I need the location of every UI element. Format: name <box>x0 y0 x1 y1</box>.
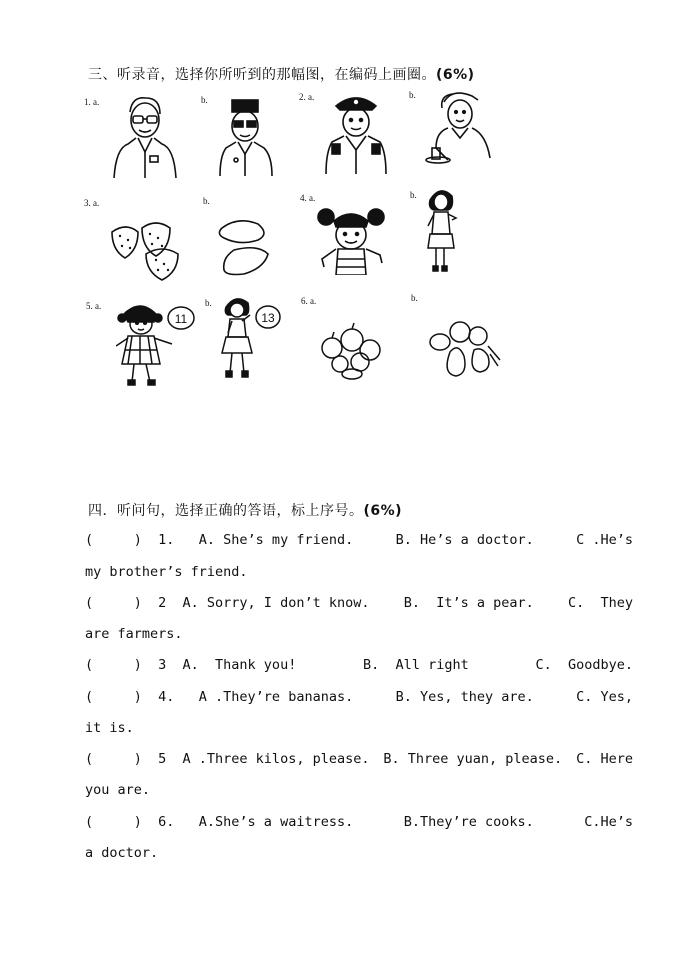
label-2b[interactable]: b. <box>409 90 416 100</box>
label-4a[interactable]: 4. a. <box>300 193 316 203</box>
bubble-eleven: 11 <box>174 312 188 326</box>
question-2-line-1 <box>85 595 633 611</box>
question-4-line-1 <box>85 689 633 705</box>
question-5-line-2: you are. <box>85 782 151 798</box>
question-5-line-1 <box>85 751 633 767</box>
doctor-man-picture <box>108 92 180 178</box>
label-4b[interactable]: b. <box>410 190 417 200</box>
q4-option-a[interactable]: ( ) 4. A .They’re bananas. <box>85 689 354 705</box>
pears-picture <box>214 214 272 280</box>
label-2a[interactable]: 2. a. <box>299 92 315 102</box>
question-4-line-2: it is. <box>85 720 134 736</box>
policewoman-picture <box>322 90 390 174</box>
q3-option-b[interactable]: B. All right <box>363 657 469 673</box>
girl-pigtails-picture <box>316 203 386 275</box>
girl-age-eleven-picture <box>116 298 196 388</box>
q1-option-a[interactable]: ( ) 1. A. She’s my friend. <box>85 532 354 548</box>
girl-age-thirteen-picture <box>220 293 282 383</box>
girl-standing-picture <box>424 186 462 274</box>
q2-option-c[interactable]: C. They <box>567 595 633 611</box>
q6-option-b[interactable]: B.They’re cooks. <box>403 814 534 830</box>
label-1a[interactable]: 1. a. <box>84 97 100 107</box>
question-1-line-2: my brother’s friend. <box>85 564 248 580</box>
q1-option-c[interactable]: C .He’s <box>576 532 633 548</box>
question-6-line-1 <box>85 814 633 830</box>
question-2-line-2: are farmers. <box>85 626 183 642</box>
label-5b[interactable]: b. <box>205 298 212 308</box>
label-6a[interactable]: 6. a. <box>301 296 317 306</box>
bubble-thirteen: 13 <box>261 311 275 325</box>
q5-option-b[interactable]: B. Three yuan, please. <box>383 751 563 767</box>
q1-option-b[interactable]: B. He’s a doctor. <box>395 532 534 548</box>
q5-option-c[interactable]: C. Here <box>576 751 633 767</box>
question-6-line-2: a doctor. <box>85 845 159 861</box>
q4-option-c[interactable]: C. Yes, <box>576 689 633 705</box>
label-3b[interactable]: b. <box>203 196 210 206</box>
label-1b[interactable]: b. <box>201 95 208 105</box>
q3-option-c[interactable]: C. Goodbye. <box>535 657 633 673</box>
q5-option-a[interactable]: ( ) 5 A .Three kilos, please. <box>85 751 370 767</box>
cook-man-picture <box>216 96 276 176</box>
section-3-title: 三、听录音，选择你所听到的那幅图，在编码上画圈。(6%) <box>88 67 475 83</box>
q6-option-c[interactable]: C.He’s <box>584 814 633 830</box>
strawberries-picture <box>108 220 182 282</box>
q2-option-b[interactable]: B. It’s a pear. <box>403 595 534 611</box>
question-3-line-1 <box>85 657 633 673</box>
section-4-title: 四．听问句，选择正确的答语，标上序号。(6%) <box>88 503 403 519</box>
q2-option-a[interactable]: ( ) 2 A. Sorry, I don’t know. <box>85 595 370 611</box>
label-6b[interactable]: b. <box>411 293 418 303</box>
waitress-picture <box>422 86 494 170</box>
label-3a[interactable]: 3. a. <box>84 198 100 208</box>
question-1-line-1 <box>85 532 633 548</box>
q6-option-a[interactable]: ( ) 6. A.She’s a waitress. <box>85 814 354 830</box>
q3-option-a[interactable]: ( ) 3 A. Thank you! <box>85 657 297 673</box>
label-5a[interactable]: 5. a. <box>86 301 102 311</box>
apples-picture <box>318 318 382 382</box>
mixed-fruit-picture <box>428 316 502 380</box>
q4-option-b[interactable]: B. Yes, they are. <box>395 689 534 705</box>
